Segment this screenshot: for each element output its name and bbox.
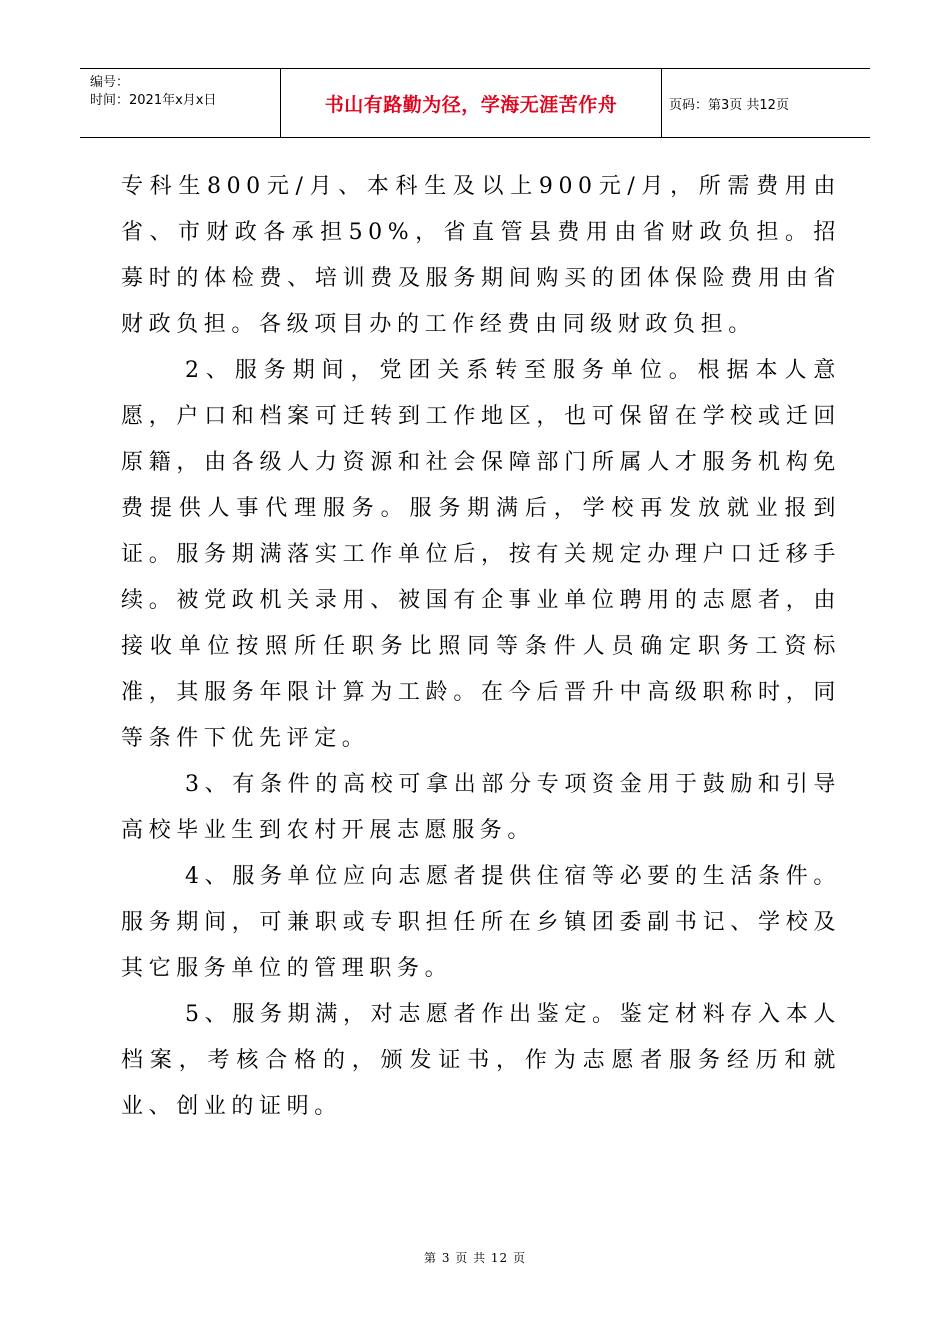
paragraph-1: 专科生800元/月、本科生及以上900元/月，所需费用由省、市财政各承担50%，省直管县费用由省财政负担。招募时的体检费、培训费及服务期间购买的团体保险费用由省财政负担。各级项目办的工作经费由同级财政负担。	[121, 174, 841, 337]
page-footer: 第 3 页 共 12 页	[424, 1251, 526, 1265]
paragraph-5: 5、服务期满，对志愿者作出鉴定。鉴定材料存入本人档案，考核合格的，颁发证书，作为志愿者服务经历和就业、创业的证明。	[121, 1002, 841, 1119]
header-motto-cell	[280, 69, 662, 137]
paragraph-2: 2、服务期间，党团关系转至服务单位。根据本人意愿，户口和档案可迁转到工作地区，也可保留在学校或迁回原籍，由各级人力资源和社会保障部门所属人才服务机构免费提供人事代理服务。服务期满后，学校再发放就业报到证。服务期满落实工作单位后，按有关规定办理户口迁移手续。被党政机关录用、被国有企事业单位聘用的志愿者，由接收单位按照所任职务比照同等条件人员确定职务工资标准，其服务年限计算为工龄。在今后晋升中高级职称时，同等条件下优先评定。	[121, 358, 841, 751]
header-motto: 书山有路勤为径，学海无涯苦作舟	[324, 93, 618, 116]
page-header	[80, 68, 870, 138]
doc-time-label: 时间：2021年x月x日	[90, 93, 217, 108]
paragraph-4: 4、服务单位应向志愿者提供住宿等必要的生活条件。服务期间，可兼职或专职担任所在乡镇团委副书记、学校及其它服务单位的管理职务。	[121, 864, 841, 981]
header-page-info: 页码：第3页 共12页	[669, 97, 789, 113]
doc-number-label: 编号：	[90, 75, 130, 90]
document-body	[121, 164, 841, 1130]
paragraph-3: 3、有条件的高校可拿出部分专项资金用于鼓励和引导高校毕业生到农村开展志愿服务。	[121, 772, 841, 843]
header-meta	[80, 69, 280, 137]
